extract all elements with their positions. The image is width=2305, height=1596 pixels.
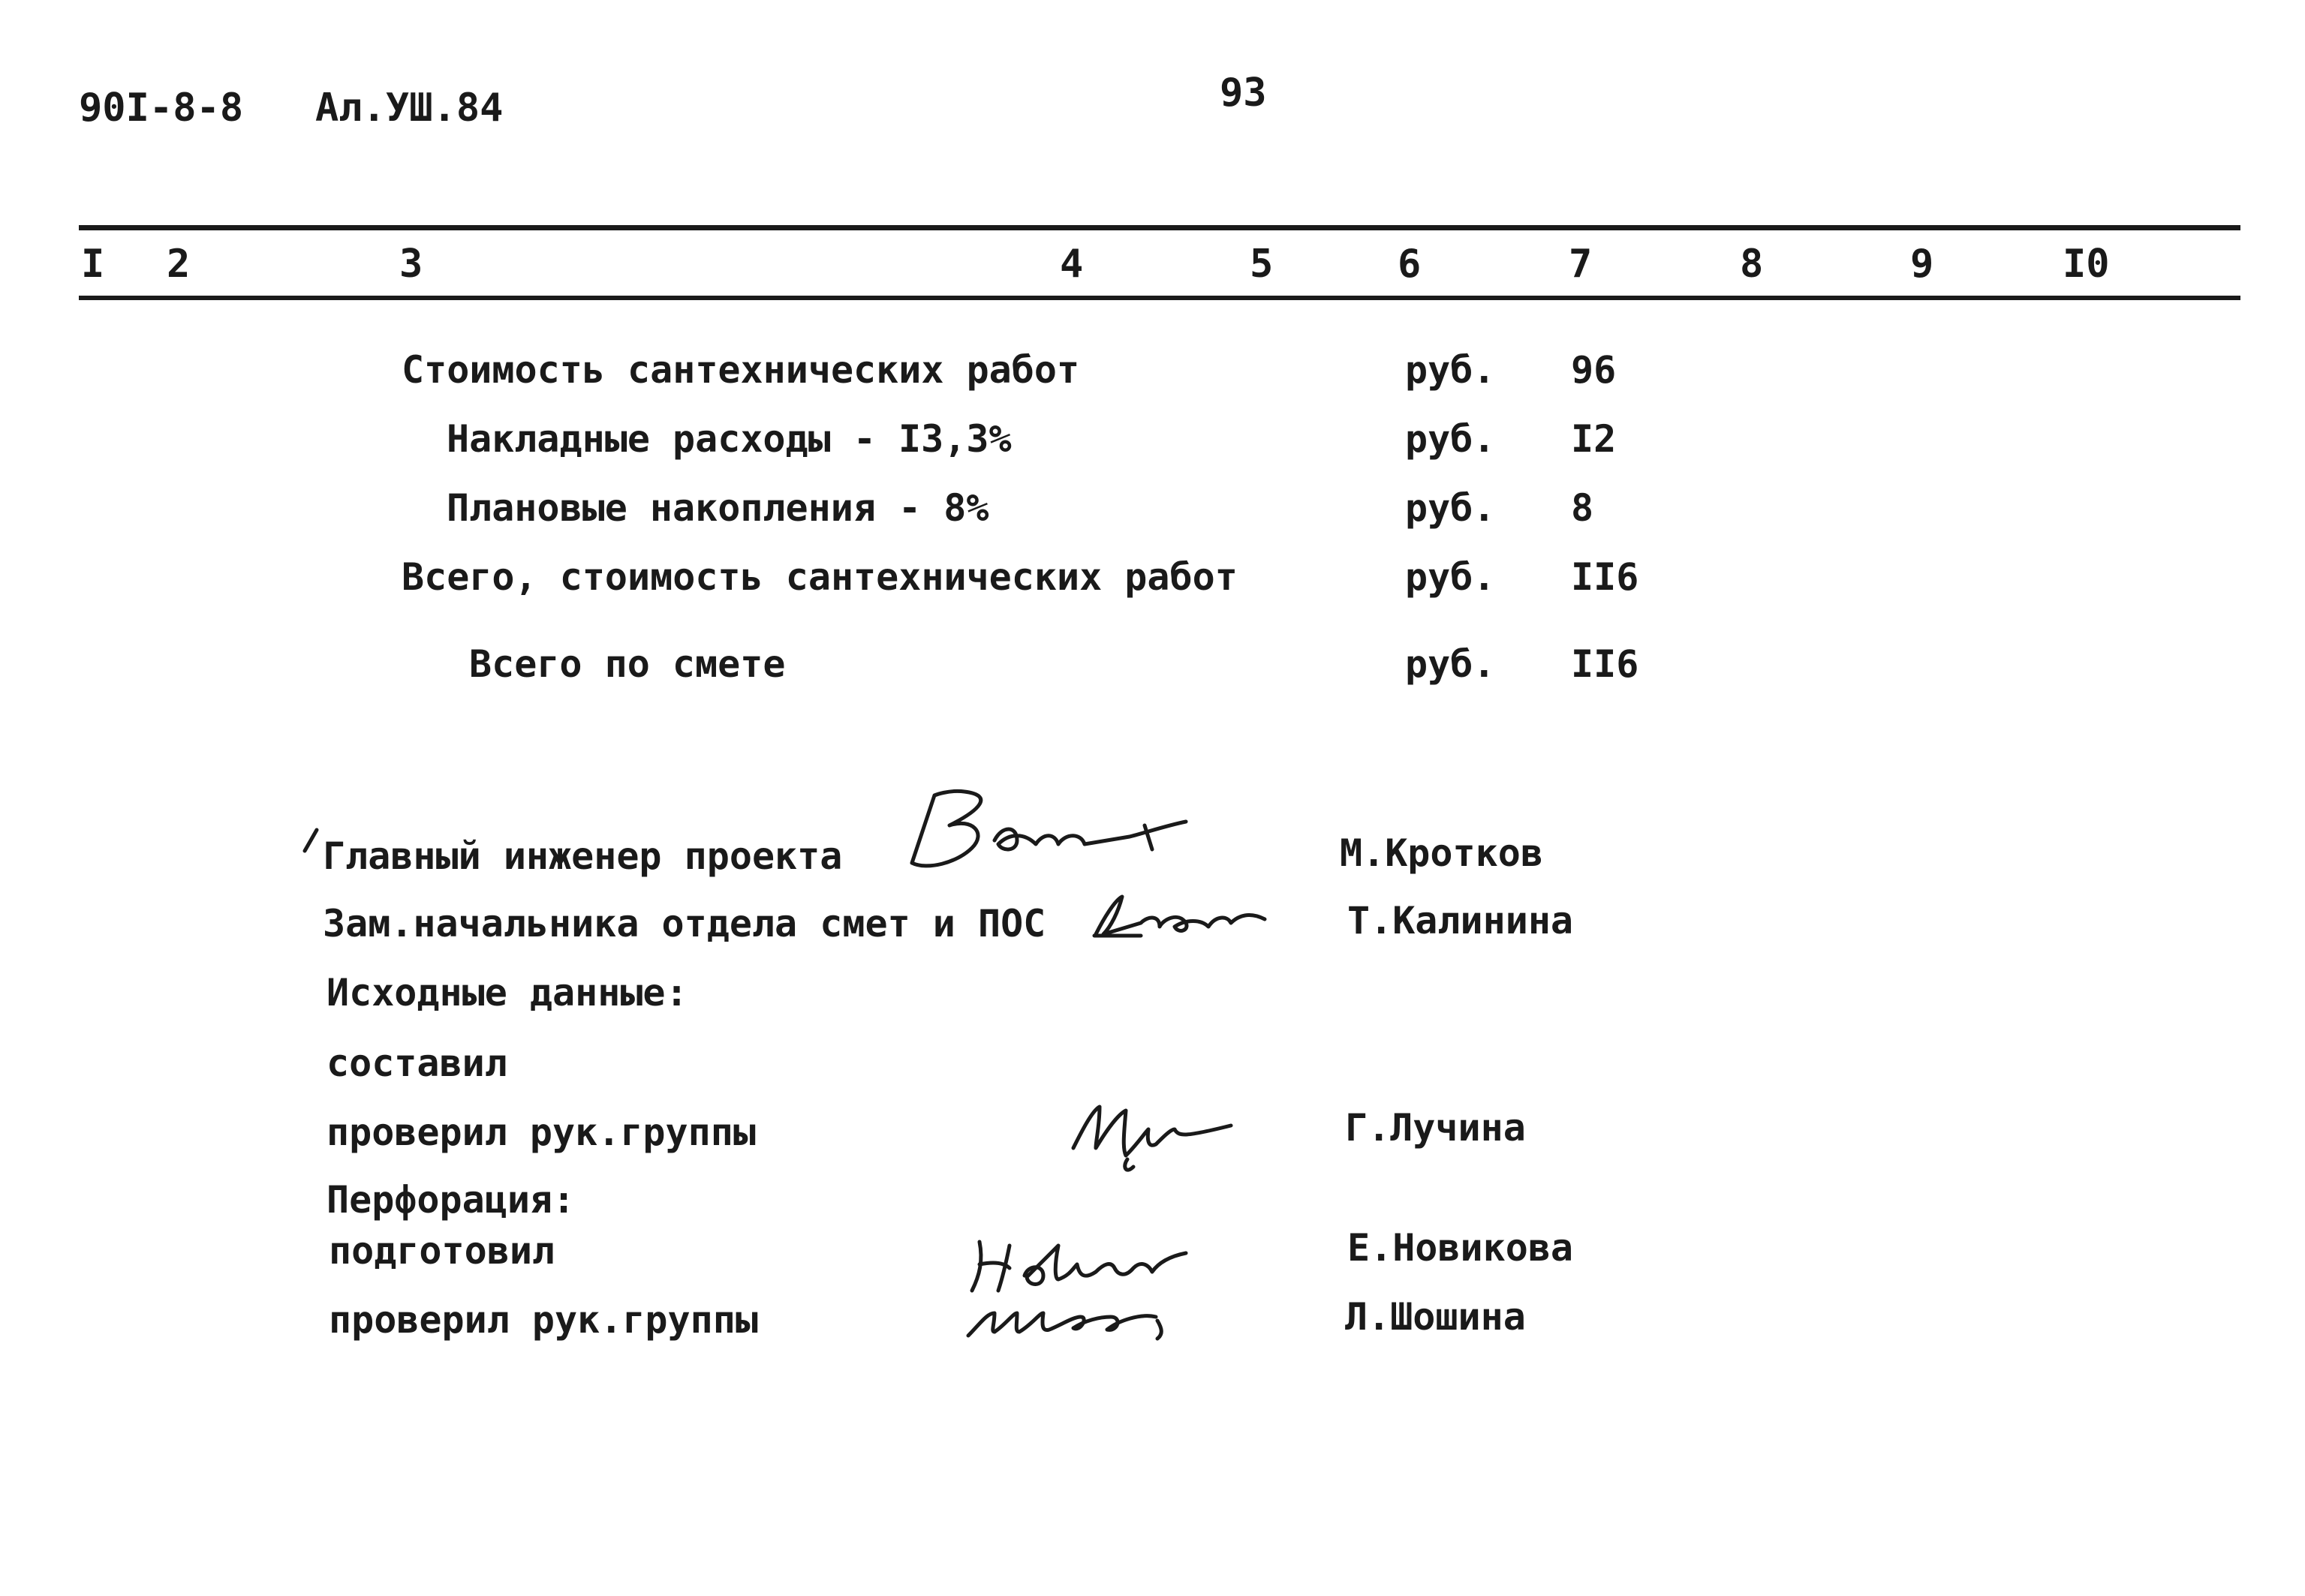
row-label: Стоимость сантехнических работ <box>402 348 1080 392</box>
column-header: 8 <box>1740 242 1764 287</box>
signature-name: Т.Калинина <box>1347 899 1574 942</box>
row-label: Накладные расходы - I3,3% <box>447 417 1012 461</box>
column-header: 2 <box>167 242 191 287</box>
column-header: I <box>81 242 105 287</box>
row-label: Всего по смете <box>469 642 786 686</box>
row-value: II6 <box>1571 642 1639 686</box>
signature-kротков <box>904 780 1190 878</box>
signature-role: проверил рук.группы <box>326 1111 756 1154</box>
signature-role: проверил рук.группы <box>329 1298 758 1342</box>
row-value: II6 <box>1571 555 1639 599</box>
signature-role: подготовил <box>329 1229 555 1273</box>
page-number: 93 <box>1220 71 1267 116</box>
signature-name: Е.Новикова <box>1347 1226 1574 1270</box>
column-header: 3 <box>399 242 423 287</box>
column-header: 9 <box>1910 242 1934 287</box>
row-unit: руб. <box>1405 555 1496 599</box>
signature-kalinina <box>1088 889 1268 949</box>
column-header: 5 <box>1250 242 1274 287</box>
signature-role: составил <box>326 1041 507 1085</box>
section-heading: Перфорация: <box>326 1178 576 1222</box>
signature-role: Зам.начальника отдела смет и ПОС <box>323 902 1046 945</box>
row-unit: руб. <box>1405 348 1496 392</box>
column-header: 7 <box>1569 242 1593 287</box>
document-code: 90I-8-8 <box>79 86 244 131</box>
row-unit: руб. <box>1405 486 1496 530</box>
table-header-rule <box>79 296 2240 300</box>
column-header: I0 <box>2063 242 2110 287</box>
row-value: 8 <box>1571 486 1594 530</box>
row-value: I2 <box>1571 417 1617 461</box>
signature-shoshina <box>961 1291 1193 1351</box>
signature-name: Л.Шошина <box>1345 1295 1526 1339</box>
column-header: 6 <box>1398 242 1422 287</box>
row-unit: руб. <box>1405 417 1496 461</box>
signature-name: Г.Лучина <box>1345 1106 1526 1150</box>
tick-mark-icon <box>294 825 324 863</box>
row-label: Плановые накопления - 8% <box>447 486 989 530</box>
row-unit: руб. <box>1405 642 1496 686</box>
signature-role: Главный инженер проекта <box>323 834 843 878</box>
signature-novikova <box>961 1231 1193 1298</box>
section-heading: Исходные данные: <box>326 971 688 1014</box>
signature-luchina <box>1066 1096 1238 1178</box>
table-top-rule <box>79 225 2240 230</box>
signature-name: М.Кротков <box>1340 831 1543 875</box>
row-value: 96 <box>1571 348 1617 392</box>
album-number: Ал.УШ.84 <box>315 86 504 131</box>
column-header: 4 <box>1060 242 1084 287</box>
row-label: Всего, стоимость сантехнических работ <box>402 555 1238 599</box>
